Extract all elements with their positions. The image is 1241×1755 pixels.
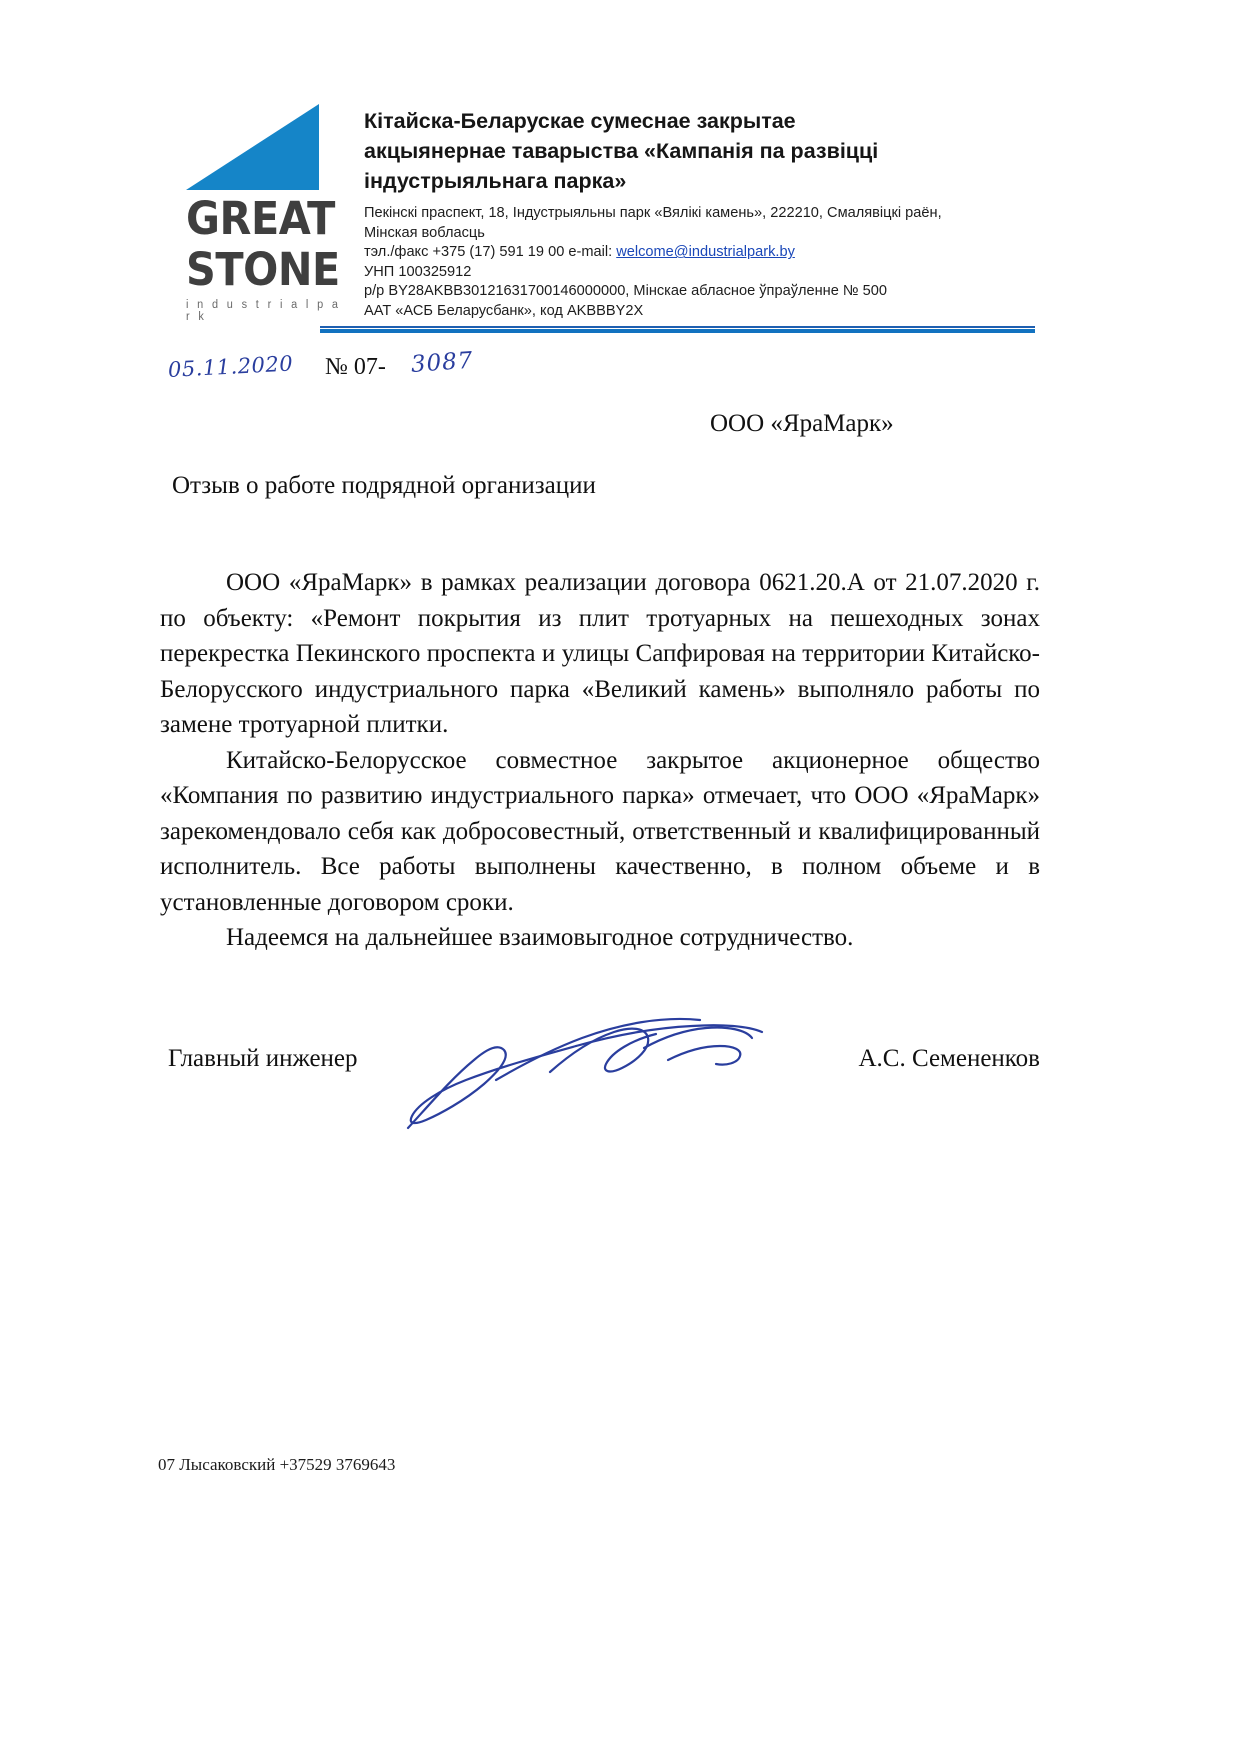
company-logo: [186, 104, 356, 323]
signatory-title: Главный инженер: [168, 1045, 358, 1072]
body-paragraph-2: Китайско-Белорусское совместное закрытое акционерное общество «Компания по развитию индустриального парка» отмечает, что ООО «ЯраМарк» зарекомендовало себя как добросовестный, ответственный и квалифицированный исполнитель. Все работы выполнены качественно, в полном объеме и в установленные договором сроки.: [160, 746, 1040, 916]
document-date-handwritten: 05.11.2020: [167, 351, 294, 382]
document-subject: Отзыв о работе подрядной организации: [172, 472, 596, 499]
document-reference-line: [167, 347, 768, 396]
body-paragraph-1: ООО «ЯраМарк» в рамках реализации договора 0621.20.А от 21.07.2020 г. по объекту: «Ремонт покрытия из плит тротуарных на пешеходных зонах перекрестка Пекинского проспекта и улицы Сапфировая на территории Китайско-Белорусского индустриального парка «Великий камень» выполняло работы по замене тротуарной плитки.: [160, 569, 1040, 738]
logo-subtitle: i n d u s t r i a l p a r k: [186, 299, 341, 323]
logo-wordmark-line2: STONE: [186, 243, 340, 296]
letterhead-divider: [320, 326, 1035, 333]
organization-title: [364, 106, 1024, 196]
contact-unp: УНП 100325912: [364, 263, 472, 280]
organization-contacts: [364, 204, 1054, 322]
contact-address-line-1: Пекінскі праспект, 18, Індустрыяльны парк «Вялікі камень», 222210, Смалявіцкі раён,: [364, 205, 942, 221]
organization-title-line-1: Кітайска-Беларускае сумеснае закрытае: [364, 109, 796, 133]
contact-bank-name: ААТ «АСБ Беларусбанк», код AKBBBY2X: [364, 302, 644, 319]
organization-title-line-2: акцыянернае таварыства «Кампанія па развіцці: [364, 139, 879, 163]
contact-phone-email-line: [364, 243, 1054, 263]
organization-title-line-3: індустрыяльнага парка»: [364, 169, 627, 193]
divider-bar-bottom: [320, 329, 1035, 333]
contact-phone-label: тэл./факс +375 (17) 591 19 00 e-mail:: [364, 244, 617, 261]
addressee: ООО «ЯраМарк»: [710, 410, 894, 437]
great-stone-triangle-icon: [186, 104, 319, 190]
signatory-name: А.С. Семененков: [858, 1045, 1040, 1072]
page-footer-note: 07 Лысаковский +37529 3769643: [158, 1455, 396, 1474]
logo-wordmark-line1: GREAT: [186, 192, 335, 245]
signature-block: [160, 1045, 1040, 1085]
body-paragraph-3: Надеемся на дальнейшее взаимовыгодное сотрудничество.: [226, 924, 854, 951]
document-number-label: № 07-: [325, 354, 386, 380]
document-body: [160, 565, 1040, 956]
contact-bank-account: р/р BY28AKBB30121631700146000000, Мінскае абласное ўпраўленне № 500: [364, 283, 887, 300]
document-number-handwritten: 3087: [410, 347, 475, 378]
contact-address-line-2: Мінская вобласць: [364, 224, 485, 241]
letterhead: [0, 0, 1241, 340]
contact-email-link[interactable]: welcome@industrialpark.by: [616, 244, 795, 261]
divider-bar-top: [320, 326, 1035, 328]
